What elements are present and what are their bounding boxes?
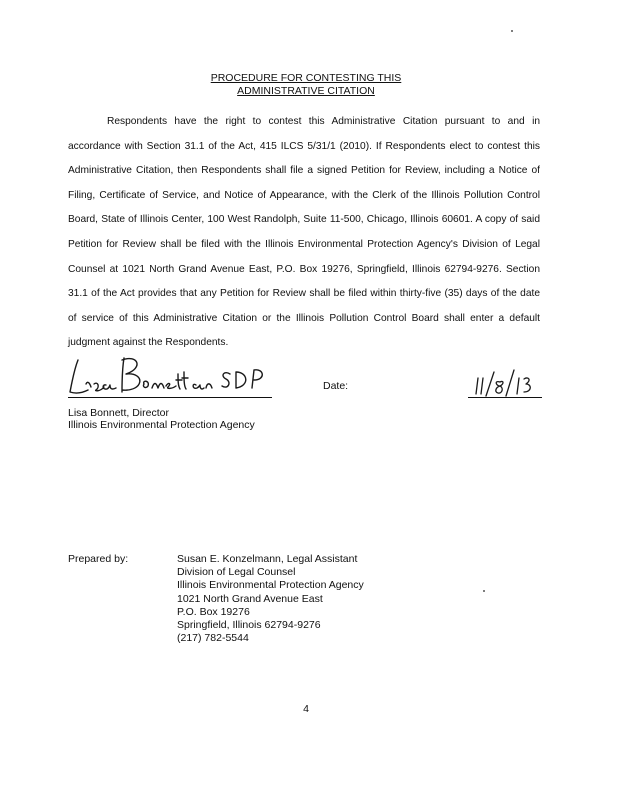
section-heading-line-2: ADMINISTRATIVE CITATION [237, 85, 375, 97]
signature-line [68, 397, 272, 398]
scan-speck [511, 30, 513, 32]
director-signature [64, 354, 274, 400]
scan-speck [483, 590, 485, 592]
handwritten-date [468, 368, 542, 398]
preparer-city: Springfield, Illinois 62794-9276 [177, 619, 321, 632]
preparer-phone: (217) 782-5544 [177, 632, 249, 645]
preparer-street: 1021 North Grand Avenue East [177, 592, 323, 605]
procedure-paragraph: Respondents have the right to contest this Administrative Citation pursuant to and in accordance with Section 31.1 of the Act, 415 ILCS 5/31/1 (2010). If Respondents elect to contest this Administrative Citation, then Respondents shall file a signed Petition for Review, including a Notice of Filing, Certificate of Service, and Notice of Appearance, with the Clerk of the Illinois Pollution Control Board, State of Illinois Center, 100 West Randolph, Suite 11-500, Chicago, Illinois 60601. A copy of said Petition for Review shall be filed with the Illinois Environmental Protection Agency's Division of Legal Counsel at 1021 North Grand Avenue East, P.O. Box 19276, Springfield, Illinois 62794-9276. Section 31.1 of the Act provides that any Petition for Review shall be filed within thirty-five (35) days of the date of service of this Administrative Citation or the Illinois Pollution Control Board shall enter a default judgment against the Respondents. [68, 116, 540, 349]
preparer-agency: Illinois Environmental Protection Agency [177, 579, 364, 592]
preparer-po-box: P.O. Box 19276 [177, 605, 250, 618]
preparer-name: Susan E. Konzelmann, Legal Assistant [177, 553, 358, 565]
date-line [468, 397, 542, 398]
signer-name: Lisa Bonnett, Director [68, 407, 169, 419]
prepared-by-address [177, 553, 364, 645]
signer-agency: Illinois Environmental Protection Agency [68, 419, 255, 431]
date-label: Date: [323, 380, 349, 392]
preparer-division: Division of Legal Counsel [177, 566, 296, 579]
page-number: 4 [303, 703, 309, 715]
section-heading-line-1: PROCEDURE FOR CONTESTING THIS [210, 72, 402, 84]
prepared-by-label: Prepared by: [68, 553, 129, 565]
